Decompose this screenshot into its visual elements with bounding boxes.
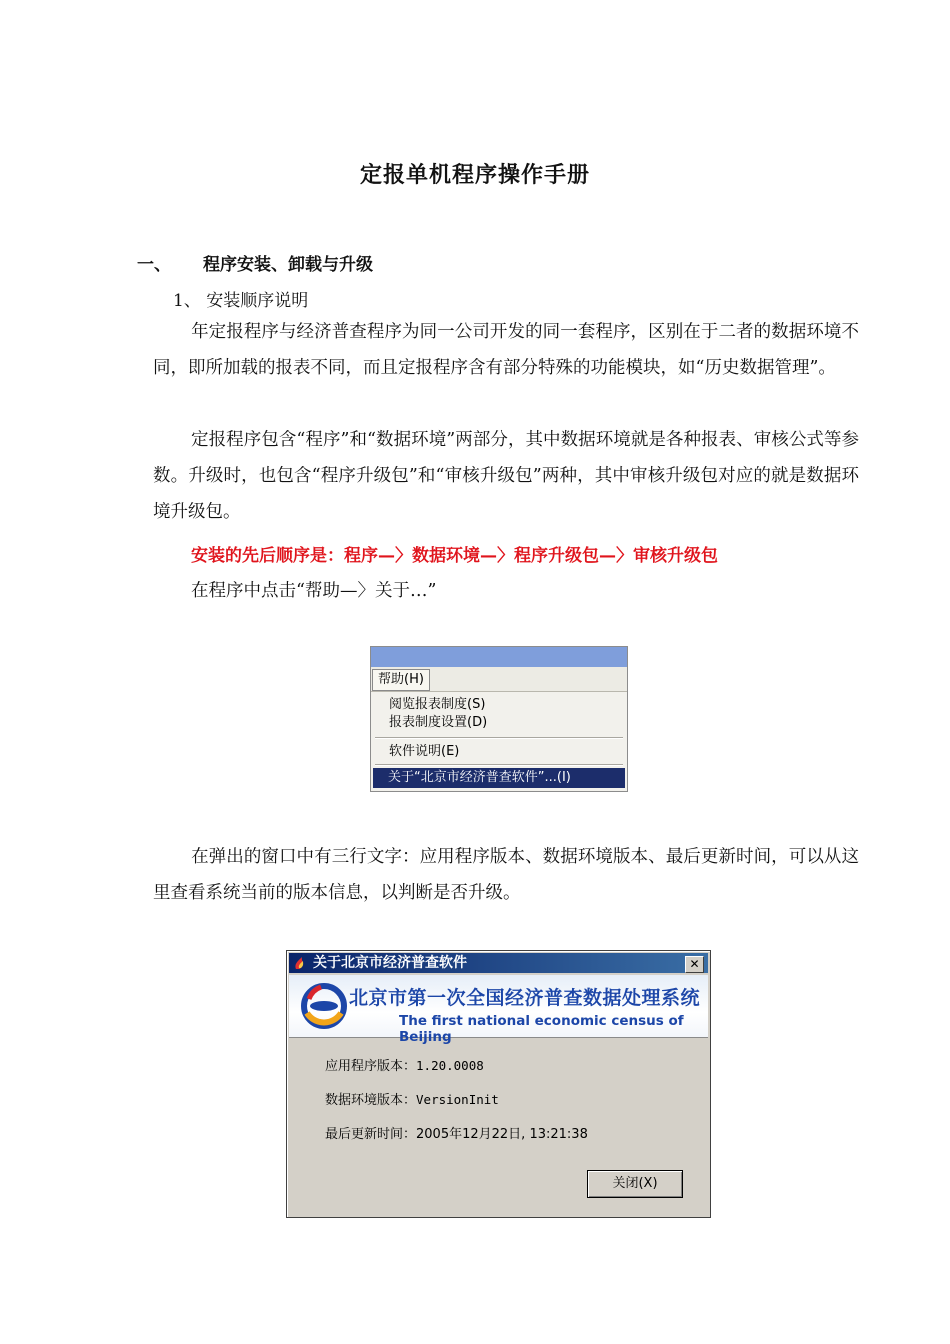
paragraph-3-line: 在弹出的窗口中有三行文字：应用程序版本、数据环境版本、最后更新时间， — [191, 847, 789, 867]
paragraph-3-line: 可以从这里查看系统当前的版本信息，以判断是否升级。 — [153, 847, 860, 903]
menu-item-about-label: 关于“北京市经济普查软件”...(I) — [388, 770, 571, 785]
data-env-version-label: 数据环境版本： — [325, 1093, 417, 1108]
dialog-banner — [289, 975, 708, 1045]
section-number: 一、 — [137, 255, 171, 275]
about-dialog — [286, 950, 711, 1218]
window-titlebar — [371, 647, 627, 667]
paragraph-1-line: 年定报程序与经济普查程序为同一公司开发的同一套程序，区别在于二者的数 — [191, 322, 789, 342]
paragraph-1-line: “历史数据管理”。 — [695, 358, 836, 378]
menu-item-report-system-settings[interactable]: 报表制度设置(D) — [389, 715, 488, 730]
data-env-version-value: VersionInit — [416, 1092, 499, 1107]
menu-item-browse-report-system[interactable]: 阅览报表制度(S) — [389, 697, 486, 712]
help-instruction: 在程序中点击“帮助—〉关于…” — [191, 581, 437, 601]
app-version-value: 1.20.0008 — [416, 1058, 484, 1073]
dialog-title: 关于北京市经济普查软件 — [313, 955, 467, 971]
paragraph-1-line: 据环境不同，即所加载的报表不同，而且定报程序含有部分特殊的功能模块，如 — [153, 322, 860, 378]
menu-separator — [375, 764, 623, 766]
paragraph-2-line: 核升级包对应的就是数据环境升级包。 — [153, 466, 859, 522]
last-update-row — [325, 1126, 588, 1144]
data-env-version-row — [325, 1091, 499, 1110]
menu-item-software-guide[interactable]: 软件说明(E) — [389, 744, 460, 759]
install-order-note: 安装的先后顺序是：程序—〉数据环境—〉程序升级包—〉审核升级包 — [191, 546, 718, 566]
banner-english-title: The first national economic census of Beijing — [399, 1013, 684, 1045]
app-version-row — [325, 1057, 484, 1076]
paragraph-2 — [153, 422, 859, 530]
menu-separator — [375, 737, 623, 739]
help-menu-screenshot — [370, 646, 628, 792]
document-title: 定报单机程序操作手册 — [359, 163, 590, 188]
help-menu-button[interactable]: 帮助(H) — [372, 669, 430, 691]
app-logo-icon — [293, 955, 307, 971]
last-update-value: 2005年12月22日, 13:21:38 — [416, 1127, 588, 1142]
last-update-label: 最后更新时间： — [325, 1127, 417, 1142]
subsection-title: 1、 安装顺序说明 — [173, 291, 309, 311]
paragraph-1 — [153, 314, 859, 386]
banner-chinese-title: 北京市第一次全国经济普查数据处理系统 — [349, 987, 701, 1009]
close-icon[interactable]: ✕ — [685, 956, 704, 973]
paragraph-3 — [153, 839, 859, 911]
app-version-label: 应用程序版本： — [325, 1059, 417, 1074]
menu-item-about[interactable] — [373, 768, 625, 788]
paragraph-2-line: 定报程序包含“程序”和“数据环境”两部分，其中数据环境就是各种报表、 — [191, 430, 754, 450]
paragraph-2-line: 审核公式等参数。升级时，也包含“程序升级包”和“审核升级包”两种，其中审 — [153, 430, 859, 486]
census-logo-icon — [299, 981, 349, 1031]
close-button[interactable]: 关闭(X) — [587, 1170, 683, 1198]
dialog-titlebar — [289, 953, 708, 973]
section-title: 程序安装、卸载与升级 — [203, 255, 373, 275]
